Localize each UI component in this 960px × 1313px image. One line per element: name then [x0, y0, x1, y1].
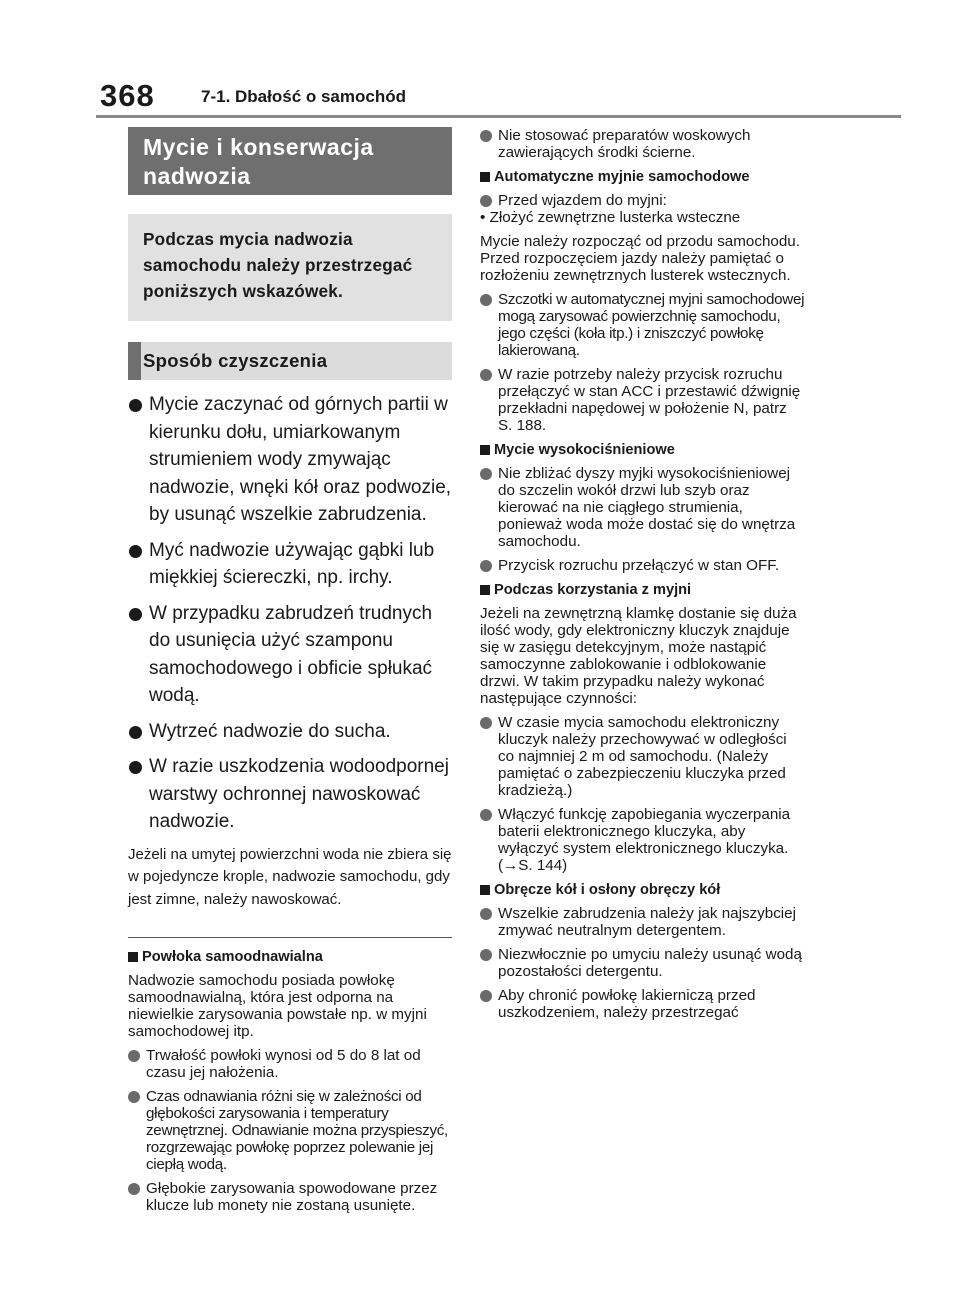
bullet-icon — [480, 294, 492, 306]
section-title: 7-1. Dbałość o samochód — [201, 87, 406, 106]
bullet-icon — [128, 1050, 140, 1062]
car-wash-heading: Automatyczne myjnie samochodowe — [480, 168, 805, 187]
square-bullet-icon — [480, 445, 490, 455]
list-item: Myć nadwozie używając gąbki lub miękkiej ściereczki, np. irchy. — [128, 537, 452, 592]
bullet-icon — [129, 545, 142, 558]
list-item: W razie potrzeby należy przycisk rozruchu przełączyć w stan ACC i przestawić dźwignię przekładni napędowej w położenie N, patrz S. 188. — [480, 366, 805, 434]
list-item: Nie zbliżać dyszy myjki wysokociśnieniowej do szczelin wokół drzwi lub szyb oraz kierować na nie ciągłego strumienia, ponieważ woda może dostać się do wnętrza samochodu. — [480, 465, 805, 550]
list-item: Aby chronić powłokę lakierniczą przed uszkodzeniem, należy przestrzegać — [480, 987, 805, 1021]
bullet-icon — [480, 908, 492, 920]
sub-item: • Złożyć zewnętrzne lusterka wsteczne — [480, 209, 741, 226]
header-rule — [96, 115, 901, 118]
wash-usage-heading: Podczas korzystania z myjni — [480, 581, 805, 600]
bullet-icon — [129, 399, 142, 412]
list-item: Włączyć funkcję zapobiegania wyczerpania baterii elektronicznego kluczyka, aby wyłączyć system elektronicznego kluczyka. (→S. 144) — [480, 806, 805, 874]
bullet-icon — [480, 369, 492, 381]
bullet-icon — [480, 560, 492, 572]
bullet-icon — [480, 468, 492, 480]
list-item: Szczotki w automatycznej myjni samochodowej mogą zarysować powierzchnię samochodu, jego części (koła itp.) i zniszczyć powłokę lakierowaną. — [480, 291, 805, 359]
bullet-icon — [129, 608, 142, 621]
list-item: W razie uszkodzenia wodoodpornej warstwy ochronnej nawoskować nadwozie. — [128, 753, 452, 836]
chapter-title: Mycie i konserwacja nadwozia — [128, 127, 452, 195]
list-item: Przycisk rozruchu przełączyć w stan OFF. — [480, 557, 805, 574]
bullet-icon — [480, 130, 492, 142]
divider — [128, 937, 452, 938]
bullet-icon — [128, 1091, 140, 1103]
coating-heading: Powłoka samoodnawialna — [128, 948, 452, 967]
list-item: Czas odnawiania różni się w zależności od głębokości zarysowania i temperatury zewnętrznej. Odnawianie można przyspieszyć, rozgrzewając powłokę poprzez polewanie jej ciepłą wodą. — [128, 1088, 452, 1173]
list-item: Mycie zaczynać od górnych partii w kierunku dołu, umiarkowanym strumieniem wody zmywając nadwozie, wnęki kół oraz podwozie, by usunąć wszelkie zabrudzenia. — [128, 391, 452, 529]
rims-heading: Obręcze kół i osłony obręczy kół — [480, 881, 805, 900]
list-item: W czasie mycia samochodu elektroniczny kluczyk należy przechowywać w odległości co najmniej 2 m od samochodu. (Należy pamiętać o zabezpieczeniu kluczyka przed kradzieżą.) — [480, 714, 805, 799]
list-item: Przed wjazdem do myjni: — [480, 192, 805, 209]
car-wash-paragraph: Mycie należy rozpocząć od przodu samochodu. Przed rozpoczęciem jazdy należy pamiętać o rozłożeniu zewnętrznych lusterek wstecznych. — [480, 233, 800, 284]
square-bullet-icon — [480, 172, 490, 182]
list-item: Trwałość powłoki wynosi od 5 do 8 lat od czasu jej nałożenia. — [128, 1047, 452, 1081]
wax-note: Jeżeli na umytej powierzchni woda nie zbiera się w pojedyncze krople, nadwozie samochodu, gdy jest zimne, należy nawoskować. — [128, 845, 452, 908]
cleaning-subtitle: Sposób czyszczenia — [128, 342, 452, 380]
left-column — [128, 127, 452, 1221]
square-bullet-icon — [480, 885, 490, 895]
list-item: W przypadku zabrudzeń trudnych do usunięcia użyć szamponu samochodowego i obficie spłukać wodą. — [128, 600, 452, 710]
bullet-icon — [480, 990, 492, 1002]
list-item: Wytrzeć nadwozie do sucha. — [128, 718, 452, 746]
bullet-icon — [128, 1183, 140, 1195]
bullet-icon — [129, 761, 142, 774]
bullet-icon — [129, 726, 142, 739]
bullet-icon — [480, 195, 492, 207]
coating-paragraph: Nadwozie samochodu posiada powłokę samoodnawialną, która jest odporna na niewielkie zarysowania powstałe np. w myjni samochodowej itp. — [128, 972, 427, 1040]
list-item: Wszelkie zabrudzenia należy jak najszybciej zmywać neutralnym detergentem. — [480, 905, 805, 939]
list-item: Głębokie zarysowania spowodowane przez klucze lub monety nie zostaną usunięte. — [128, 1180, 452, 1214]
high-pressure-heading: Mycie wysokociśnieniowe — [480, 441, 805, 460]
bullet-icon — [480, 949, 492, 961]
page-number: 368 — [100, 78, 155, 113]
cleaning-list — [128, 391, 452, 836]
square-bullet-icon — [128, 952, 138, 962]
intro-box: Podczas mycia nadwozia samochodu należy przestrzegać poniższych wskazówek. — [128, 214, 452, 321]
list-item: Nie stosować preparatów woskowych zawierających środki ścierne. — [480, 127, 805, 161]
bullet-icon — [480, 717, 492, 729]
list-item: Niezwłocznie po umyciu należy usunąć wodą pozostałości detergentu. — [480, 946, 805, 980]
right-column — [480, 127, 805, 1028]
wash-usage-paragraph: Jeżeli na zewnętrzną klamkę dostanie się duża ilość wody, gdy elektroniczny kluczyk znajduje się w zasięgu detekcyjnym, może nastąpić samoczynne zablokowanie i odblokowanie drzwi. W takim przypadku należy wykonać następujące czynności: — [480, 605, 797, 707]
square-bullet-icon — [480, 585, 490, 595]
bullet-icon — [480, 809, 492, 821]
